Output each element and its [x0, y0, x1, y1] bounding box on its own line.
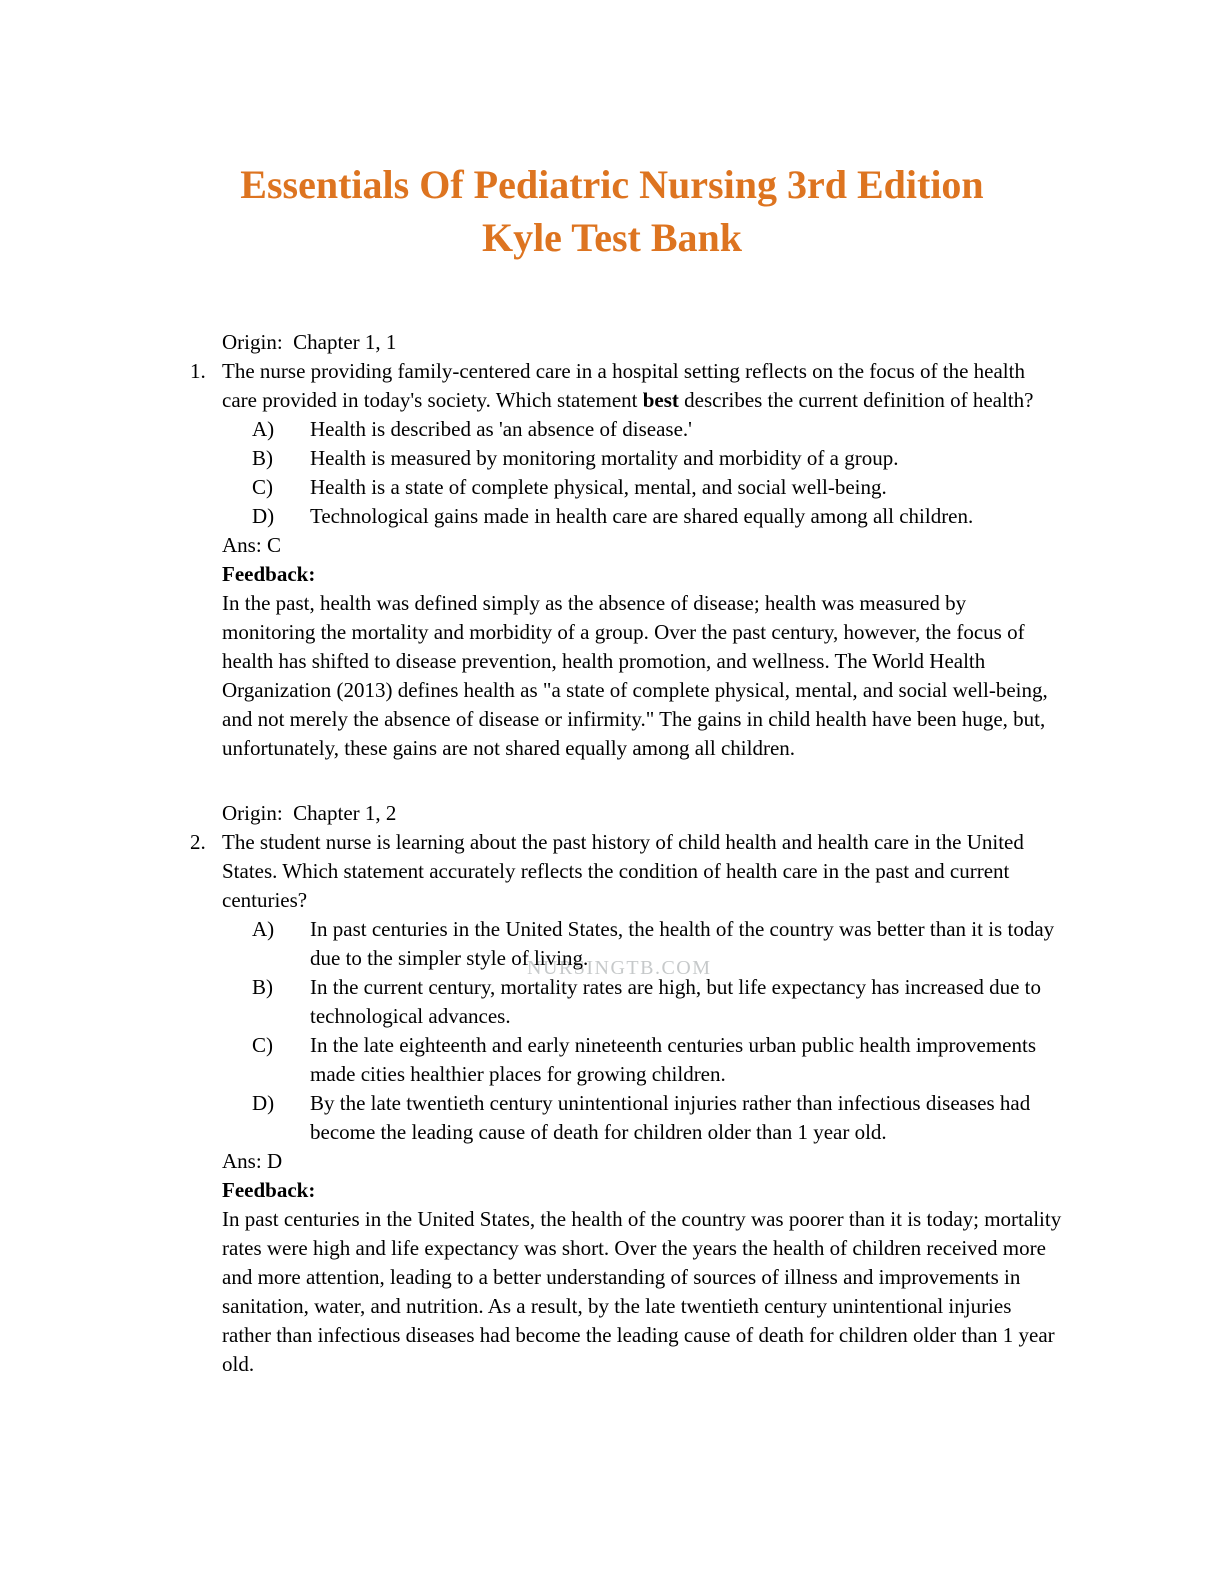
origin-line: Origin: Chapter 1, 2 — [222, 801, 397, 825]
option-text: In the current century, mortality rates are high, but life expectancy has increased due to technological advances. — [310, 975, 1042, 1028]
answer-label: Ans: — [222, 1149, 262, 1173]
answer-value: D — [266, 1149, 283, 1173]
option-letter: C) — [252, 1033, 273, 1057]
option-text: Technological gains made in health care are shared equally among all children. — [310, 504, 974, 528]
option-letter: A) — [252, 417, 275, 441]
answer-option-c — [252, 1031, 1062, 1089]
feedback-text: In the past, health was defined simply as the absence of disease; health was measured by monitoring the mortality and morbidity of a group. Over the past century, however, the focus of health has shifted to disease prevention, health promotion, and wellness. The World Health Organization (2013) defines health as "a state of complete physical, mental, and social well-being, and not merely the absence of disease or infirmity." The gains in child health have been huge, but, unfortunately, these gains are not shared equally among all children. — [222, 591, 1048, 760]
watermark: NURSINGTB.COM — [527, 957, 712, 979]
stem-text-after: describes the current definition of health? — [678, 388, 1034, 412]
answer-line — [190, 531, 1062, 560]
option-letter: D) — [252, 504, 275, 528]
answer-option-a — [252, 915, 1062, 973]
option-letter: B) — [252, 975, 273, 999]
option-letter: A) — [252, 917, 275, 941]
stem-text: The student nurse is learning about the past history of child health and health care in the United States. Which statement accurately reflects the condition of health care in the past and current centuries? — [222, 830, 1024, 912]
options-list — [252, 915, 1062, 1147]
options-list — [252, 415, 1062, 531]
option-text: Health is measured by monitoring mortality and morbidity of a group. — [310, 446, 899, 470]
option-letter: D) — [252, 1091, 275, 1115]
answer-option-d — [252, 1089, 1062, 1147]
title-line-2: Kyle Test Bank — [481, 215, 743, 260]
document-body — [190, 328, 1062, 1379]
option-letter: B) — [252, 446, 273, 470]
page-title — [0, 0, 1224, 264]
question-stem — [222, 357, 1062, 415]
origin-line: Origin: Chapter 1, 1 — [222, 330, 397, 354]
answer-option-b — [252, 973, 1062, 1031]
answer-option-b — [252, 444, 1062, 473]
option-text: In the late eighteenth and early nineteenth centuries urban public health improvements made cities healthier places for growing children. — [310, 1033, 1036, 1086]
option-text: Health is a state of complete physical, mental, and social well-being. — [310, 475, 887, 499]
option-text: In past centuries in the United States, the health of the country was better than it is today due to the simpler style of living. — [310, 917, 1055, 970]
feedback-label: Feedback: — [222, 1178, 316, 1202]
question-stem — [222, 828, 1062, 915]
title-line-1: Essentials Of Pediatric Nursing 3rd Edition — [240, 162, 984, 207]
feedback-text: In past centuries in the United States, the health of the country was poorer than it is today; mortality rates were high and life expectancy was short. Over the years the health of children received more and more attention, leading to a better understanding of sources of illness and improvements in sanitation, water, and nutrition. As a result, by the late twentieth century unintentional injuries rather than infectious diseases had become the leading cause of death for children older than 1 year old. — [222, 1207, 1062, 1376]
answer-option-d — [252, 502, 1062, 531]
answer-line — [190, 1147, 1062, 1176]
stem-text: The nurse providing family-centered care in a hospital setting reflects on the focus of the health care provided in today's society. Which statement — [222, 359, 1025, 412]
feedback-label: Feedback: — [222, 562, 316, 586]
answer-value: C — [266, 533, 281, 557]
option-text: Health is described as 'an absence of disease.' — [310, 417, 692, 441]
answer-option-a — [252, 415, 1062, 444]
stem-bold-word: best — [642, 388, 679, 412]
question-block-1 — [190, 328, 1062, 763]
question-number: 1. — [190, 359, 206, 383]
answer-option-c — [252, 473, 1062, 502]
answer-label: Ans: — [222, 533, 262, 557]
option-letter: C) — [252, 475, 273, 499]
question-number: 2. — [190, 830, 206, 854]
question-block-2 — [190, 799, 1062, 1379]
option-text: By the late twentieth century unintentional injuries rather than infectious diseases had become the leading cause of death for children older than 1 year old. — [310, 1091, 1031, 1144]
